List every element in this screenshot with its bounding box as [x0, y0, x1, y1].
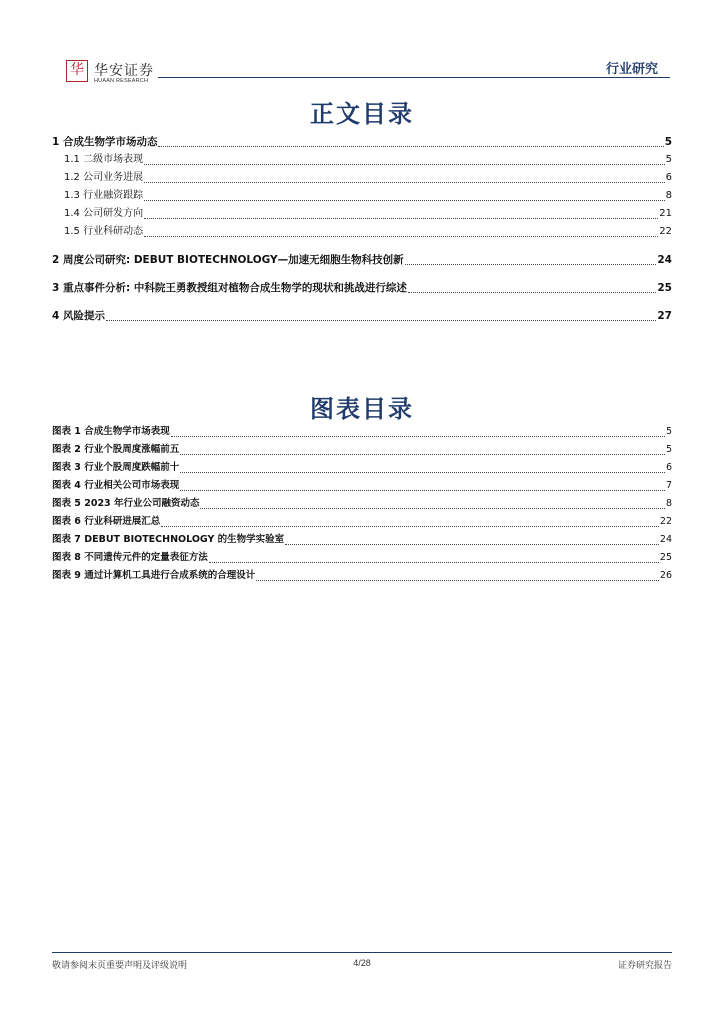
leader-dots — [285, 534, 659, 545]
header-divider — [158, 77, 670, 78]
toc-entry-label: 1.4 公司研发方向 — [64, 208, 144, 219]
leader-dots — [106, 310, 656, 321]
leader-dots — [144, 172, 665, 183]
figure-entry-page: 26 — [659, 570, 672, 581]
toc-entry[interactable] — [52, 187, 672, 205]
figure-entry[interactable] — [52, 531, 672, 549]
leader-dots — [256, 570, 659, 581]
leader-dots — [144, 226, 658, 237]
leader-dots — [171, 426, 665, 437]
figure-entry-label: 图表 6 行业科研进展汇总 — [52, 516, 161, 527]
logo-seal-icon: 华 — [66, 60, 88, 82]
toc-entry-label: 2 周度公司研究: DEBUT BIOTECHNOLOGY—加速无细胞生物科技创新 — [52, 254, 404, 266]
leader-dots — [209, 552, 659, 563]
figure-entry[interactable] — [52, 549, 672, 567]
toc-entry-page: 24 — [657, 254, 672, 266]
figure-entry-page: 24 — [659, 534, 672, 545]
figure-entry-page: 8 — [665, 498, 672, 509]
figure-entry[interactable] — [52, 567, 672, 585]
toc-entry-page: 6 — [665, 172, 672, 183]
leader-dots — [144, 190, 665, 201]
figure-entry-page: 5 — [665, 426, 672, 437]
footer-divider — [52, 952, 672, 953]
toc-entry-label: 1.2 公司业务进展 — [64, 172, 144, 183]
figure-entry[interactable] — [52, 423, 672, 441]
list-of-figures — [52, 423, 672, 585]
figure-entry-page: 22 — [659, 516, 672, 527]
page-header — [0, 0, 724, 90]
figure-entry-page: 5 — [665, 444, 672, 455]
figures-title: 图表目录 — [310, 395, 414, 423]
toc-entry-page: 22 — [659, 226, 672, 237]
figure-entry-label: 图表 3 行业个股周度跌幅前十 — [52, 462, 180, 473]
toc-entry[interactable] — [52, 279, 672, 297]
toc-entry[interactable] — [52, 307, 672, 325]
figure-entry-label: 图表 8 不同遗传元件的定量表征方法 — [52, 552, 208, 563]
report-category: 行业研究 — [605, 62, 658, 77]
footer-report-type: 证券研究报告 — [617, 961, 672, 971]
figure-entry[interactable] — [52, 495, 672, 513]
toc-entry-label: 3 重点事件分析: 中科院王勇教授组对植物合成生物学的现状和挑战进行综述 — [52, 282, 407, 294]
toc-entry-label: 1.1 二级市场表现 — [64, 154, 144, 165]
toc-entry[interactable] — [52, 205, 672, 223]
figure-entry-label: 图表 7 DEBUT BIOTECHNOLOGY 的生物学实验室 — [52, 534, 285, 545]
figure-entry[interactable] — [52, 477, 672, 495]
leader-dots — [180, 480, 665, 491]
toc-entry[interactable] — [52, 133, 672, 151]
figure-entry-label: 图表 1 合成生物学市场表现 — [52, 426, 170, 437]
table-of-contents — [52, 133, 672, 325]
toc-entry-page: 5 — [664, 136, 672, 148]
leader-dots — [405, 254, 657, 265]
figure-entry-page: 7 — [665, 480, 672, 491]
page-number: 4/28 — [353, 958, 371, 968]
figure-entry[interactable] — [52, 513, 672, 531]
leader-dots — [158, 136, 663, 147]
leader-dots — [161, 516, 659, 527]
leader-dots — [180, 444, 665, 455]
figure-entry-label: 图表 4 行业相关公司市场表现 — [52, 480, 180, 491]
figure-entry-label: 图表 2 行业个股周度涨幅前五 — [52, 444, 180, 455]
toc-entry-page: 21 — [659, 208, 672, 219]
figure-entry-page: 6 — [665, 462, 672, 473]
figure-entry-label: 图表 5 2023 年行业公司融资动态 — [52, 498, 200, 509]
toc-entry-page: 25 — [657, 282, 672, 294]
leader-dots — [144, 208, 658, 219]
figure-entry-page: 25 — [659, 552, 672, 563]
figure-entry-label: 图表 9 通过计算机工具进行合成系统的合理设计 — [52, 570, 256, 581]
toc-entry-page: 8 — [665, 190, 672, 201]
leader-dots — [200, 498, 664, 509]
toc-entry[interactable] — [52, 151, 672, 169]
toc-entry-label: 1.5 行业科研动态 — [64, 226, 144, 237]
leader-dots — [408, 282, 657, 293]
leader-dots — [144, 154, 665, 165]
toc-entry[interactable] — [52, 169, 672, 187]
toc-entry-label: 1 合成生物学市场动态 — [52, 136, 158, 148]
figure-entry[interactable] — [52, 441, 672, 459]
toc-entry-label: 4 风险提示 — [52, 310, 105, 322]
toc-entry[interactable] — [52, 251, 672, 269]
toc-entry-label: 1.3 行业融资跟踪 — [64, 190, 144, 201]
leader-dots — [180, 462, 665, 473]
logo-name: 华安证券 — [94, 63, 154, 79]
footer-disclaimer: 敬请参阅末页重要声明及评级说明 — [52, 961, 188, 971]
toc-entry[interactable] — [52, 223, 672, 241]
company-logo — [66, 60, 156, 88]
toc-entry-page: 5 — [665, 154, 672, 165]
logo-subtitle: HUAAN RESEARCH — [94, 78, 149, 84]
figure-entry[interactable] — [52, 459, 672, 477]
toc-entry-page: 27 — [657, 310, 672, 322]
toc-title: 正文目录 — [310, 100, 414, 128]
